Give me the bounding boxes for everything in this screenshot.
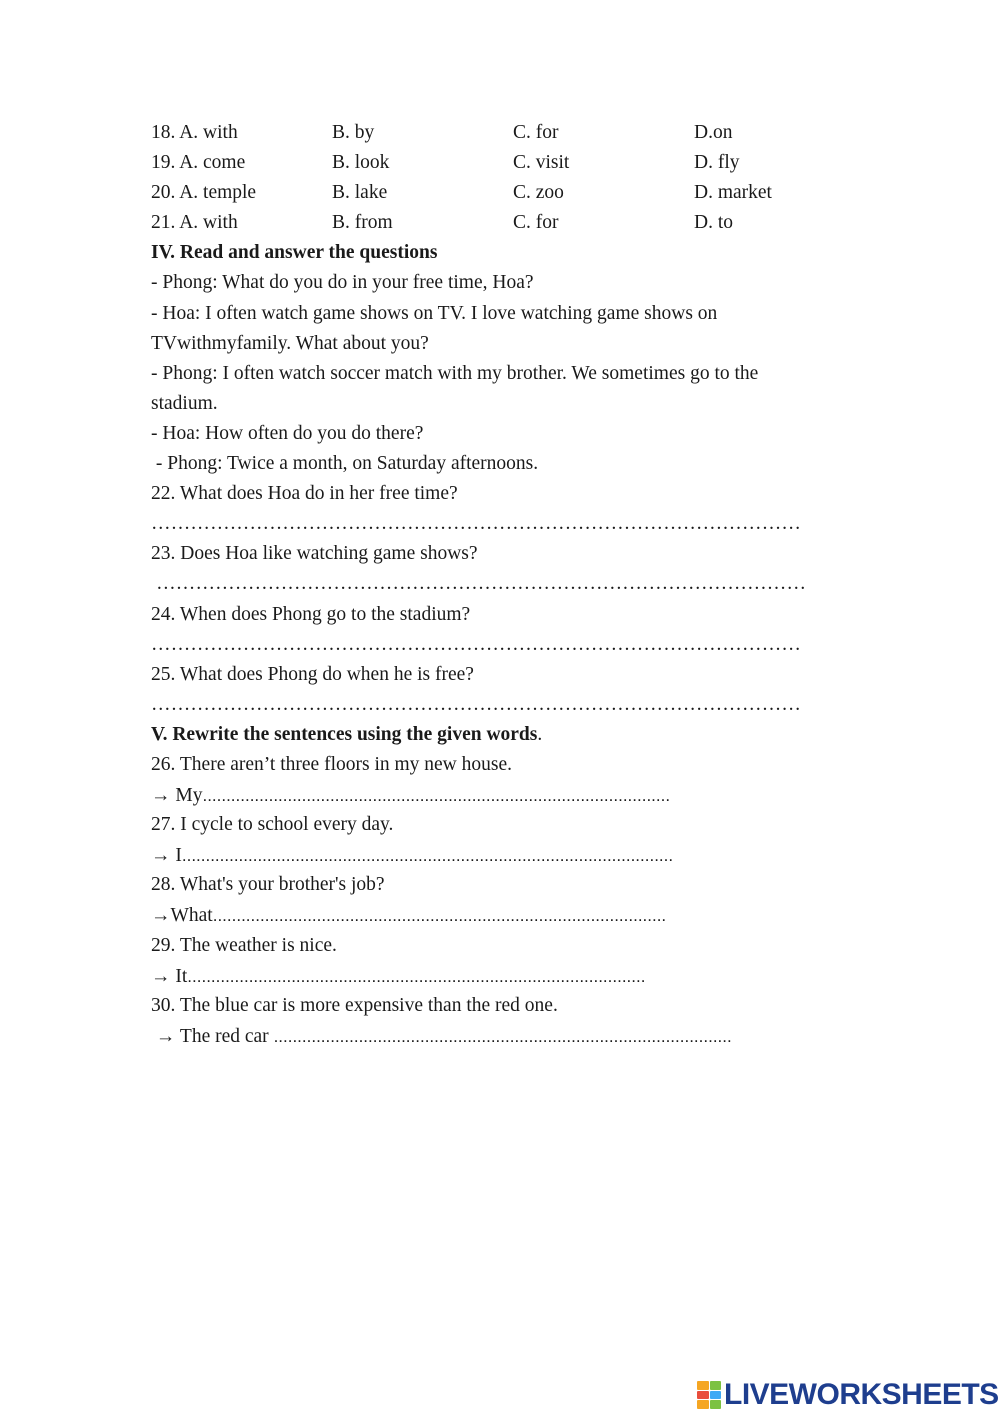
rewrite-answer[interactable]: → It................................................................................................. <box>151 965 646 987</box>
option-c: C. zoo <box>513 182 564 204</box>
option-a: 19. A. come <box>151 152 246 174</box>
question-24 <box>151 600 851 660</box>
option-b: B. lake <box>332 182 388 204</box>
worksheet-page <box>151 118 851 1051</box>
option-b: B. by <box>332 122 375 143</box>
rewrite-prompt: 30. The blue car is more expensive than the red one. <box>151 994 558 1016</box>
options-block <box>151 118 851 238</box>
rewrite-answer[interactable]: → I........................................................................................................ <box>151 845 674 867</box>
rewrite-prompt: 27. I cycle to school every day. <box>151 814 394 836</box>
question-text: 23. Does Hoa like watching game shows? <box>151 543 478 565</box>
option-row-20 <box>151 178 851 208</box>
rewrite-26 <box>151 750 851 810</box>
dialogue-line: - Phong: I often watch soccer match with my brother. We sometimes go to the <box>151 362 759 384</box>
dialogue-line: TVwithmyfamily. What about you? <box>151 332 429 354</box>
option-a: 20. A. temple <box>151 182 257 204</box>
arrow-icon: → <box>151 845 176 867</box>
question-text: 22. What does Hoa do in her free time? <box>151 483 458 505</box>
option-c: C. for <box>513 212 559 234</box>
rewrite-prompt: 29. The weather is nice. <box>151 934 337 956</box>
dialogue-line: - Hoa: How often do you do there? <box>151 422 424 444</box>
dialogue-line: - Phong: What do you do in your free time, Hoa? <box>151 272 534 294</box>
option-a: 18. A. with <box>151 122 238 143</box>
rewrite-answer[interactable]: → My................................................................................................... <box>151 785 671 807</box>
answer-blank[interactable]: ……………………………………………………………………………………… <box>151 633 802 655</box>
rewrite-28 <box>151 870 851 930</box>
option-d: D. to <box>694 212 733 234</box>
dialogue <box>151 268 851 479</box>
option-c: C. for <box>513 122 559 143</box>
question-22 <box>151 479 851 539</box>
question-25 <box>151 660 851 720</box>
option-row-21 <box>151 208 851 238</box>
arrow-icon: → <box>151 785 176 807</box>
rewrite-29 <box>151 931 851 991</box>
option-b: B. look <box>332 152 390 174</box>
dialogue-line: - Phong: Twice a month, on Saturday afternoons. <box>151 453 539 475</box>
answer-blank[interactable]: ……………………………………………………………………………………… <box>151 573 807 595</box>
option-b: B. from <box>332 212 393 234</box>
arrow-icon: → <box>151 965 176 987</box>
arrow-icon: → <box>151 905 171 927</box>
question-23 <box>151 539 851 599</box>
option-row-19 <box>151 148 851 178</box>
liveworksheets-logo-icon <box>697 1381 721 1409</box>
rewrite-prompt: 28. What's your brother's job? <box>151 874 385 896</box>
option-c: C. visit <box>513 152 570 174</box>
dialogue-line: stadium. <box>151 392 218 414</box>
rewrite-30 <box>151 991 851 1051</box>
liveworksheets-logo[interactable] <box>697 1378 999 1412</box>
rewrite-answer[interactable]: →What................................................................................................ <box>151 905 667 927</box>
option-d: D. market <box>694 182 772 204</box>
answer-blank[interactable]: ……………………………………………………………………………………… <box>151 513 802 535</box>
rewrite-prompt: 26. There aren’t three floors in my new house. <box>151 753 513 775</box>
option-d: D.on <box>694 122 733 143</box>
rewrite-answer[interactable]: → The red car ................................................................................................. <box>151 1025 732 1047</box>
section-4-heading: IV. Read and answer the questions <box>151 242 438 264</box>
brand-name: LIVEWORKSHEETS <box>724 1378 999 1411</box>
answer-blank[interactable]: ……………………………………………………………………………………… <box>151 693 802 715</box>
option-a: 21. A. with <box>151 212 238 234</box>
option-d: D. fly <box>694 152 740 174</box>
arrow-icon: → <box>151 1025 180 1047</box>
dialogue-line: - Hoa: I often watch game shows on TV. I love watching game shows on <box>151 302 718 324</box>
option-row-18 <box>151 118 851 148</box>
rewrite-27 <box>151 810 851 870</box>
section-5-heading: V. Rewrite the sentences using the given words. <box>151 723 543 745</box>
question-text: 24. When does Phong go to the stadium? <box>151 603 471 625</box>
question-text: 25. What does Phong do when he is free? <box>151 663 474 685</box>
